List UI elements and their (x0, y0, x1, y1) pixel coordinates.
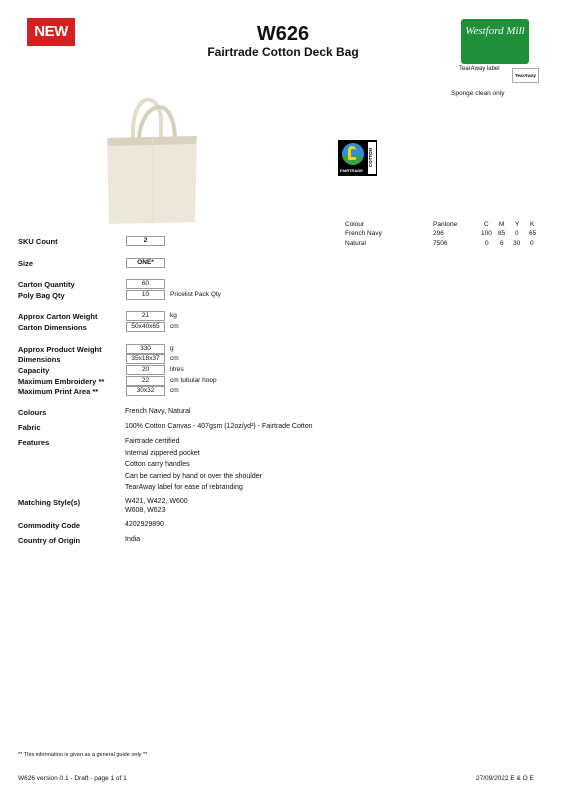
sku-count-value: 2 (126, 236, 165, 246)
dimensions-label: Dimensions (18, 355, 61, 364)
poly-bag-label: Poly Bag Qty (18, 291, 65, 300)
matching-styles-label: Matching Style(s) (18, 498, 81, 507)
table-cell: 85 (498, 230, 506, 237)
version-info: W626 version 0.1 - Draft - page 1 of 1 (18, 775, 127, 782)
matching-styles-line-1: W421, W422, W600 (125, 498, 188, 505)
carton-weight-unit: kg (170, 312, 177, 319)
size-label: Size (18, 259, 34, 268)
table-cell: 0 (515, 230, 519, 237)
table-cell: French Navy (345, 230, 382, 237)
size-value: ONE* (126, 258, 165, 268)
product-weight-label: Approx Product Weight (18, 345, 102, 354)
tearaway-logo: TearAway (512, 68, 539, 83)
max-print-area-value: 30x32 (126, 386, 165, 396)
tearaway-label-text: TearAway label (459, 66, 500, 72)
features-label: Features (18, 438, 50, 447)
poly-bag-note: Pricelist Pack Qty (170, 291, 221, 298)
fairtrade-mark-icon (342, 143, 364, 165)
colours-value: French Navy, Natural (125, 408, 191, 415)
feature-item: Cotton carry handles (125, 461, 190, 468)
feature-item: Fairtrade certified (125, 438, 180, 445)
date-info: 27/09/2022 E & O E (476, 775, 534, 782)
country-of-origin-label: Country of Origin (18, 536, 81, 545)
carton-dimensions-unit: cm (170, 323, 179, 330)
brand-logo-text: Westford Mill (465, 25, 525, 37)
table-cell: 6 (500, 240, 504, 247)
product-name: Fairtrade Cotton Deck Bag (207, 45, 359, 59)
table-cell: Natural (345, 240, 366, 247)
m-header: M (499, 221, 505, 228)
care-instruction: Sponge clean only (451, 90, 505, 97)
pantone-header: Pantone (433, 221, 458, 228)
capacity-value: 20 (126, 365, 165, 375)
carton-quantity-value: 60 (126, 279, 165, 289)
feature-item: Internal zippered pocket (125, 450, 200, 457)
new-badge: NEW (27, 18, 75, 46)
fairtrade-logo-text: FAIRTRADE (340, 168, 363, 173)
max-embroidery-unit: cm tubular hoop (170, 377, 217, 384)
carton-dimensions-value: 50x40x65 (126, 322, 165, 332)
carton-dimensions-label: Carton Dimensions (18, 323, 87, 332)
table-cell: 7506 (433, 240, 448, 247)
capacity-label: Capacity (18, 366, 50, 375)
fabric-value: 100% Cotton Canvas - 407gsm (12oz/yd²) - Fairtrade Cotton (125, 423, 313, 430)
c-header: C (484, 221, 489, 228)
fairtrade-logo-side-text: COTTON (368, 142, 376, 174)
sku-count-label: SKU Count (18, 237, 58, 246)
matching-styles-line-2: W608, W623 (125, 507, 166, 514)
table-cell: 100 (481, 230, 492, 237)
table-cell: 30 (513, 240, 521, 247)
table-cell: 296 (433, 230, 444, 237)
product-weight-value: 330 (126, 344, 165, 354)
dimensions-unit: cm (170, 355, 179, 362)
max-embroidery-value: 22 (126, 376, 165, 386)
capacity-unit: litres (170, 366, 184, 373)
product-image (103, 86, 201, 226)
poly-bag-value: 10 (126, 290, 165, 300)
commodity-code-value: 4202929890 (125, 521, 164, 528)
carton-weight-value: 21 (126, 311, 165, 321)
commodity-code-label: Commodity Code (18, 521, 81, 530)
product-code: W626 (256, 23, 310, 45)
colours-label: Colours (18, 408, 47, 417)
colour-header: Colour (345, 221, 365, 228)
table-cell: 65 (529, 230, 537, 237)
feature-item: TearAway label for ease of rebranding (125, 484, 243, 491)
feature-item: Can be carried by hand or over the shoulder (125, 473, 262, 480)
fairtrade-cotton-logo (338, 140, 377, 176)
country-of-origin-value: India (125, 536, 141, 543)
table-cell: 0 (485, 240, 489, 247)
product-weight-unit: g (170, 345, 174, 352)
guide-note: ** This information is given as a general guide only ** (18, 752, 148, 758)
fabric-label: Fabric (18, 423, 41, 432)
dimensions-value: 35x18x37 (126, 354, 165, 364)
westford-mill-logo (461, 19, 529, 64)
k-header: K (530, 221, 535, 228)
carton-quantity-label: Carton Quantity (18, 280, 75, 289)
max-print-area-label: Maximum Print Area ** (18, 387, 99, 396)
max-print-area-unit: cm (170, 387, 179, 394)
carton-weight-label: Approx Carton Weight (18, 312, 98, 321)
y-header: Y (515, 221, 520, 228)
max-embroidery-label: Maximum Embroidery ** (18, 377, 105, 386)
table-cell: 0 (530, 240, 534, 247)
